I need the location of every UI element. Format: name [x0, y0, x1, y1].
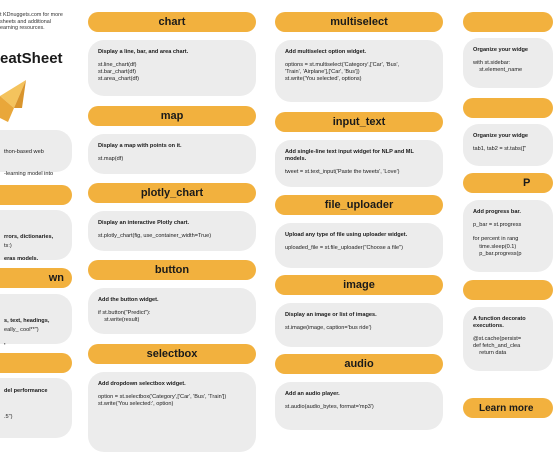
left-pill3-label: wn — [48, 272, 64, 284]
section-header-input-text: input_text — [275, 112, 443, 132]
section-header-image: image — [275, 275, 443, 295]
section-desc: Add the button widget. — [98, 297, 159, 303]
left-desc-line: -learning model into — [4, 171, 54, 178]
right-card3-desc: Add progress bar. — [473, 209, 521, 215]
section-card-button — [88, 288, 256, 334]
section-card-selectbox — [88, 372, 256, 452]
code-snippet: options = st.multiselect('Category',['Car', 'Bus', 'Train', 'Airplane'],['Car', 'Bus']) st.write('You selected', options) — [285, 62, 400, 83]
right-pill-3 — [463, 173, 553, 193]
code-snippet: st.map(df) — [98, 156, 124, 162]
section-header-multiselect: multiselect — [275, 12, 443, 32]
section-desc: Add dropdown selectbox widget. — [98, 381, 186, 387]
left-card3-line: s, text, headings, — [4, 318, 50, 325]
section-desc: Display a line, bar, and area chart. — [98, 49, 189, 55]
section-desc: Display an interactive Plotly chart. — [98, 220, 190, 226]
section-header-map: map — [88, 106, 256, 126]
section-desc: Upload any type of file using uploader widget. — [285, 232, 408, 238]
code-snippet: st.audio(audio_bytes, format='mp3') — [285, 404, 374, 410]
section-header-chart: chart — [88, 12, 256, 32]
left-card4-line: del performance — [4, 388, 48, 394]
section-card-audio — [275, 382, 443, 430]
left-card2-code: ts:) — [4, 243, 12, 249]
section-desc: Add single-line text input widget for NLP and ML models. — [285, 149, 414, 162]
intro-line: sheets and additional — [0, 18, 51, 25]
section-card-input-text — [275, 140, 443, 187]
code-snippet: @st.cache(persist= def fetch_and_clea return data — [473, 336, 522, 357]
left-card3-line: , — [4, 340, 6, 347]
code-snippet: p_bar = st.progress for percent in rang time.sleep(0.1) p_bar.progress(p — [473, 222, 522, 257]
section-desc: Add multiselect option widget. — [285, 49, 367, 55]
code-snippet: with st.sidebar: st.element_name — [473, 60, 523, 74]
right-card1-desc: Organize your widge — [473, 47, 529, 53]
section-card-map — [88, 134, 256, 174]
code-snippet: uploaded_file = st.file_uploader("Choose a file") — [285, 245, 403, 251]
left-card4-code: .5") — [4, 414, 13, 420]
right-card-4 — [463, 307, 553, 371]
section-header-plotly-chart: plotly_chart — [88, 183, 256, 203]
section-card-chart — [88, 40, 256, 96]
left-card2-line: rrors, dictionaries, — [4, 234, 54, 241]
left-card3-code: eally_ cool**") — [4, 327, 39, 333]
section-desc: Display a map with points on it. — [98, 143, 182, 149]
code-snippet: tab1, tab2 = st.tabs([" — [473, 146, 527, 152]
code-snippet: tweet = st.text_input('Paste the tweets', 'Love') — [285, 169, 400, 175]
code-snippet: option = st.selectbox('Category',['Car', 'Bus', 'Train']) st.write('You selected:', option) — [98, 394, 227, 408]
left-pill-3 — [0, 268, 72, 288]
section-card-plotly-chart — [88, 211, 256, 251]
code-snippet: st.plotly_chart(fig, use_container_width=True) — [98, 233, 212, 239]
left-card-2 — [0, 210, 72, 263]
left-card-4 — [0, 378, 72, 438]
right-card-3 — [463, 200, 553, 272]
section-header-file-uploader: file_uploader — [275, 195, 443, 215]
right-card2-desc: Organize your widge — [473, 133, 529, 139]
intro-line: t KDnuggets.com for more — [0, 12, 63, 18]
right-card4-desc: A function decorato executions. — [473, 316, 526, 329]
right-pill-4 — [463, 280, 553, 300]
right-pill3-label: P — [523, 177, 531, 189]
intro-line: earning resources. — [0, 25, 45, 31]
section-header-audio: audio — [275, 354, 443, 374]
code-snippet: st.line_chart(df) st.bar_chart(df) st.area_chart(df) — [98, 62, 140, 83]
learn-more-label: Learn more — [479, 402, 534, 414]
page-title: eatSheet — [0, 50, 63, 67]
section-header-selectbox: selectbox — [88, 344, 256, 364]
learn-more-button[interactable] — [463, 398, 553, 418]
left-pill-1 — [0, 185, 72, 205]
code-snippet: st.image(image, caption='bus ride') — [285, 325, 372, 331]
section-header-button: button — [88, 260, 256, 280]
section-desc: Display an image or list of images. — [285, 312, 377, 318]
right-card-1 — [463, 38, 553, 88]
intro-text — [0, 12, 90, 32]
right-pill-1 — [463, 12, 553, 32]
left-pill-4 — [0, 353, 72, 373]
left-desc-line: thon-based web — [4, 149, 44, 156]
left-card-3 — [0, 294, 72, 347]
section-card-file-uploader — [275, 223, 443, 268]
right-card-2 — [463, 124, 553, 166]
code-snippet: if st.button("Predict"): st.write(result) — [98, 310, 151, 324]
left-card2-line: eras models. — [4, 256, 39, 263]
section-desc: Add an audio player. — [285, 391, 340, 397]
section-card-multiselect — [275, 40, 443, 102]
right-pill-2 — [463, 98, 553, 118]
section-card-image — [275, 303, 443, 347]
left-intro-card — [0, 130, 72, 178]
logo-icon — [0, 78, 30, 122]
